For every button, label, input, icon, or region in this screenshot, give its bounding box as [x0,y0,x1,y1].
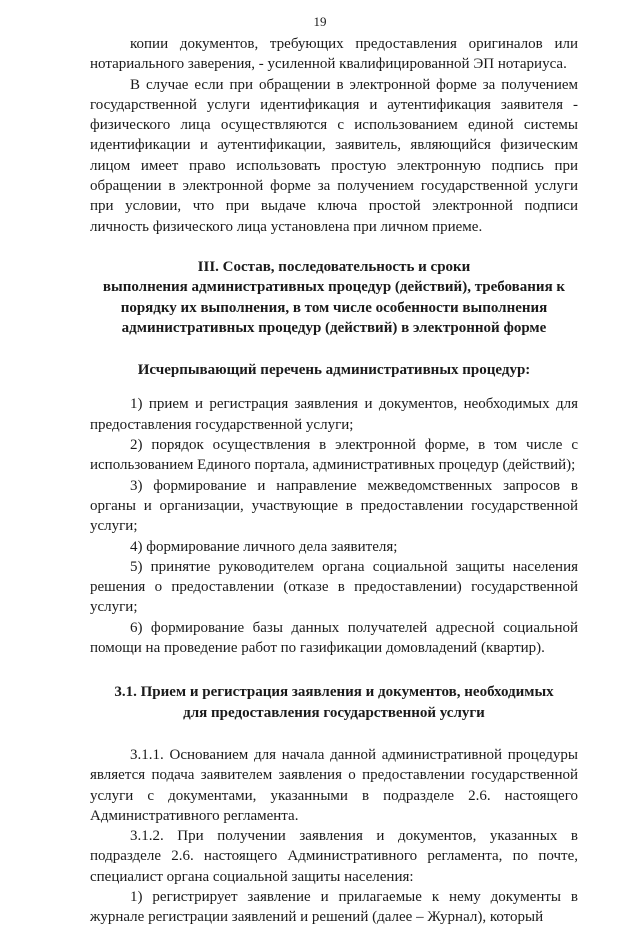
procedure-item: 6) формирование базы данных получателей адресной социальной помощи на проведение работ по газификации домовладений (квартир). [90,619,578,657]
section-3-heading [90,257,578,338]
section-3-heading-line: III. Состав, последовательность и сроки [197,258,471,275]
procedure-item: 1) прием и регистрация заявления и документов, необходимых для предоставления государственной услуги; [90,396,578,433]
section-3-1-heading-line: 3.1. Прием и регистрация заявления и документов, необходимых [114,684,554,701]
document-body [90,34,578,928]
section-3-1-heading [90,682,578,723]
procedure-item: 5) принятие руководителем органа социальной защиты населения решения о предоставлении (отказе в предоставлении) государственной услуги; [90,558,578,616]
procedure-item: 4) формирование личного дела заявителя; [130,538,398,555]
section-3-1-paragraph-1: 3.1.1. Основанием для начала данной административной процедуры является подача заявителем заявления о предоставлении государственной услуги с документами, указанными в подразделе 2.6. настоящего Административного регламента. [90,746,578,824]
procedure-item: 3) формирование и направление межведомственных запросов в органы и организации, участвующие в предоставлении государственной услуги; [90,477,578,535]
page-number: 19 [313,14,327,29]
section-3-heading-line: административных процедур (действий) в электронной форме [121,319,547,336]
section-3-heading-line: выполнения административных процедур (действий), требования к [102,279,566,296]
procedures-list-title: Исчерпывающий перечень административных процедур: [137,362,531,379]
procedure-item: 2) порядок осуществления в электронной форме, в том числе с использованием Единого портала, административных процедур (действий); [90,437,578,474]
intro-paragraph-1: копии документов, требующих предоставления оригиналов или нотариального заверения, - усиленной квалифицированной ЭП нотариуса. [90,36,578,73]
intro-paragraph-2: В случае если при обращении в электронной форме за получением государственной услуги идентификация и аутентификация заявителя - физического лица осуществляются с использованием единой системы идентификации и аутентификации, заявитель, являющийся физическим лицом имеет право использовать простую электронную подпись при обращении в электронной форме за получением государственной услуги при условии, что при выдаче ключа простой электронной подписи личность физического лица установлена при личном приеме. [90,76,578,235]
section-3-heading-line: порядку их выполнения, в том числе особенности выполнения [120,299,548,316]
section-3-1-heading-line: для предоставления государственной услуги [183,704,485,721]
section-3-1-paragraph-3: 1) регистрирует заявление и прилагаемые к нему документы в журнале регистрации заявлений и решений (далее – Журнал), который [90,888,578,926]
section-3-1-paragraph-2: 3.1.2. При получении заявления и документов, указанных в подразделе 2.6. настоящего Административного регламента, по почте, специалист органа социальной защиты населения: [90,828,578,885]
